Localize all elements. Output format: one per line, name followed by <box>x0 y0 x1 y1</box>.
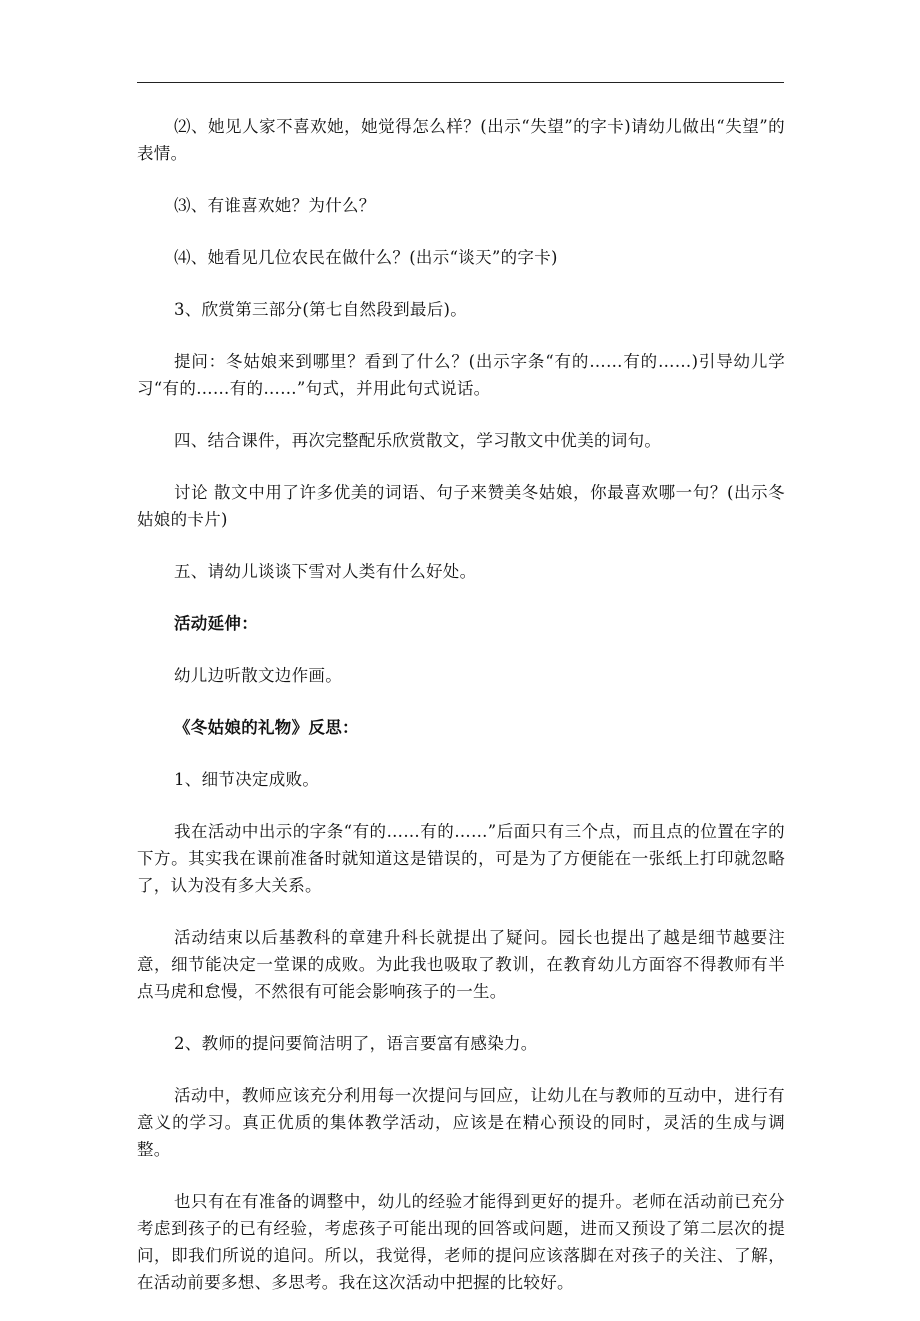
paragraph-step-five: 五、请幼儿谈谈下雪对人类有什么好处。 <box>174 562 477 581</box>
paragraph-2-question: ⑵、她见人家不喜欢她，她觉得怎么样？(出示“失望”的字卡)请幼儿做出“失望”的表情。 <box>137 117 785 163</box>
header-rule <box>137 82 784 83</box>
paragraph-reflection-point-2: 2、教师的提问要简洁明了，语言要富有感染力。 <box>174 1034 538 1053</box>
paragraph-detail-lesson: 活动结束以后基教科的章建升科长就提出了疑问。园长也提出了越是细节越要注意，细节能决定一堂课的成败。为此我也吸取了教训，在教育幼儿方面容不得教师有半点马虎和怠慢，不然很有可能会影响孩子的一生。 <box>137 928 785 1001</box>
paragraph-adjustment: 也只有在有准备的调整中，幼儿的经验才能得到更好的提升。老师在活动前已充分考虑到孩子的已有经验，考虑孩子可能出现的回答或问题，进而又预设了第二层次的提问，即我们所说的追问。所以，我觉得，老师的提问应该落脚在对孩子的关注、了解，在活动前要多想、多思考。我在这次活动中把握的比较好。 <box>137 1192 785 1292</box>
paragraph-drawing: 幼儿边听散文边作画。 <box>174 666 342 685</box>
heading-activity-extension: 活动延伸： <box>174 614 258 633</box>
paragraph-questioning: 提问：冬姑娘来到哪里？看到了什么？(出示字条“有的……有的……)引导幼儿学习“有的……有的……”句式，并用此句式说话。 <box>137 352 785 398</box>
paragraph-discussion: 讨论 散文中用了许多优美的词语、句子来赞美冬姑娘，你最喜欢哪一句？(出示冬姑娘的卡片) <box>137 483 785 529</box>
document-body <box>137 113 785 1321</box>
paragraph-reflection-point-1: 1、细节决定成败。 <box>174 770 320 789</box>
heading-reflection: 《冬姑娘的礼物》反思： <box>174 718 359 737</box>
paragraph-detail-error: 我在活动中出示的字条“有的……有的……”后面只有三个点，而且点的位置在字的下方。其实我在课前准备时就知道这是错误的，可是为了方便能在一张纸上打印就忽略了，认为没有多大关系。 <box>137 822 785 895</box>
paragraph-4-question: ⑷、她看见几位农民在做什么？(出示“谈天”的字卡) <box>174 248 558 267</box>
paragraph-appreciate-part-three: 3、欣赏第三部分(第七自然段到最后)。 <box>174 300 468 319</box>
paragraph-3-question: ⑶、有谁喜欢她？为什么？ <box>174 196 376 215</box>
paragraph-step-four: 四、结合课件，再次完整配乐欣赏散文，学习散文中优美的词句。 <box>174 431 662 450</box>
paragraph-interaction: 活动中，教师应该充分利用每一次提问与回应，让幼儿在与教师的互动中，进行有意义的学习。真正优质的集体教学活动，应该是在精心预设的同时，灵活的生成与调整。 <box>137 1086 785 1159</box>
